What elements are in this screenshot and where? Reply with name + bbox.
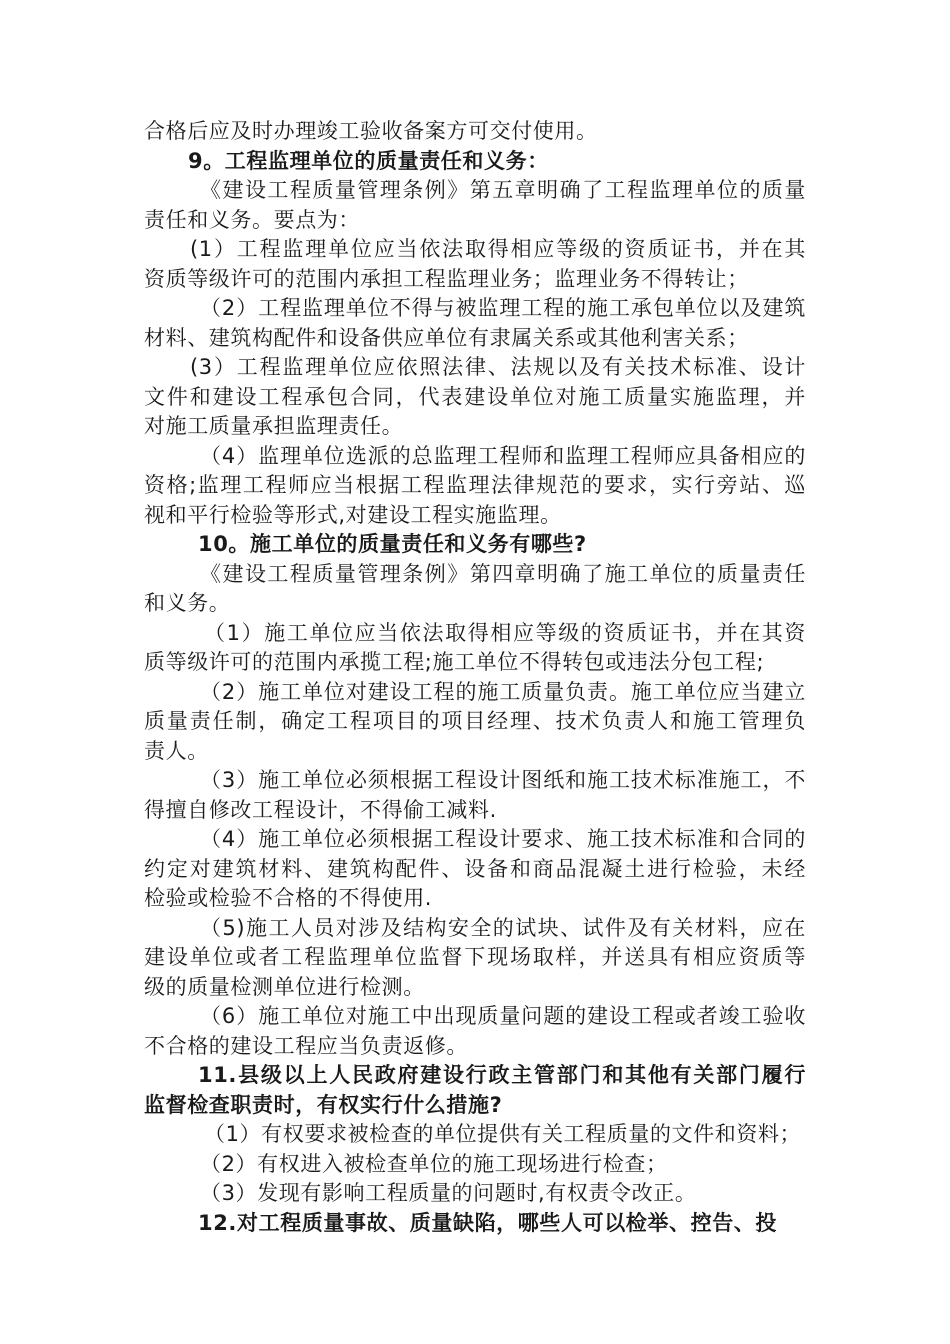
paragraph bbox=[144, 294, 806, 353]
paragraph bbox=[144, 117, 806, 147]
text-line: （5)施工人员对涉及结构安全的试块、试件及有关材料，应在 bbox=[200, 915, 806, 940]
paragraph bbox=[144, 914, 806, 1003]
text-line: (1）工程监理单位应当依法取得相应等级的资质证书，并在其 bbox=[190, 237, 806, 261]
text-line: （4）监理单位选派的总监理工程师和监理工程师应具备相应的 bbox=[200, 443, 806, 468]
text-line: 不合格的建设工程应当负责返修。 bbox=[144, 1033, 468, 1058]
paragraph bbox=[144, 1150, 806, 1180]
text-line: 责任和义务。要点为： bbox=[144, 207, 360, 232]
text-line: （6）施工单位对施工中出现质量问题的建设工程或者竣工验收 bbox=[200, 1004, 806, 1028]
paragraph bbox=[144, 825, 806, 914]
paragraph bbox=[144, 619, 806, 678]
text-line: （1）施工单位应当依法取得相应等级的资质证书，并在其资 bbox=[204, 620, 806, 645]
text-line: （1）有权要求被检查的单位提供有关工程质量的文件和资料； bbox=[204, 1122, 802, 1146]
text-line: （2）有权进入被检查单位的施工现场进行检查； bbox=[200, 1151, 668, 1176]
text-line: （2）施工单位对建设工程的施工质量负责。施工单位应当建立 bbox=[200, 679, 806, 704]
text-line: 合格后应及时办理竣工验收备案方可交付使用。 bbox=[144, 119, 598, 143]
text-line: 对施工质量承担监理责任。 bbox=[144, 414, 404, 438]
text-line: 9。工程监理单位的质量责任和义务： bbox=[188, 148, 549, 173]
text-line: 监督检查职责时，有权实行什么措施? bbox=[144, 1092, 503, 1117]
text-line: 级的质量检测单位进行检测。 bbox=[144, 974, 425, 999]
section-heading bbox=[144, 1209, 806, 1239]
text-line: （4）施工单位必须根据工程设计要求、施工技术标准和合同的 bbox=[200, 827, 806, 851]
text-line: （3）施工单位必须根据工程设计图纸和施工技术标准施工，不 bbox=[200, 768, 806, 792]
paragraph bbox=[144, 678, 806, 767]
text-line: （2）工程监理单位不得与被监理工程的施工承包单位以及建筑 bbox=[200, 296, 806, 320]
text-line: 10。施工单位的质量责任和义务有哪些? bbox=[198, 532, 587, 556]
text-line: 视和平行检验等形式,对建设工程实施监理。 bbox=[144, 502, 562, 527]
section-heading bbox=[144, 1061, 806, 1120]
section-heading bbox=[144, 147, 806, 177]
paragraph bbox=[144, 1002, 806, 1061]
text-line: 文件和建设工程承包合同，代表建设单位对施工质量实施监理，并 bbox=[144, 384, 806, 409]
paragraph bbox=[144, 1179, 806, 1209]
text-line: 11.县级以上人民政府建设行政主管部门和其他有关部门履行 bbox=[198, 1063, 806, 1087]
text-line: 资格;监理工程师应当根据工程监理法律规范的要求，实行旁站、巡 bbox=[144, 473, 806, 497]
text-line: 约定对建筑材料、建筑构配件、设备和商品混凝土进行检验，未经 bbox=[144, 856, 806, 881]
text-line: 质等级许可的范围内承揽工程;施工单位不得转包或违法分包工程; bbox=[144, 650, 765, 674]
text-line: 材料、建筑构配件和设备供应单位有隶属关系或其他利害关系； bbox=[144, 325, 749, 350]
text-line: 检验或检验不合格的不得使用. bbox=[144, 886, 433, 910]
text-line: 建设单位或者工程监理单位监督下现场取样，并送具有相应资质等 bbox=[144, 945, 806, 969]
text-line: 12.对工程质量事故、质量缺陷，哪些人可以检举、控告、投 bbox=[198, 1210, 777, 1235]
paragraph bbox=[144, 1120, 806, 1150]
paragraph bbox=[144, 235, 806, 294]
paragraph bbox=[144, 442, 806, 531]
paragraph bbox=[144, 766, 806, 825]
text-line: 《建设工程质量管理条例》第五章明确了工程监理单位的质量 bbox=[200, 178, 806, 202]
paragraph bbox=[144, 353, 806, 442]
text-line: 质量责任制，确定工程项目的项目经理、技术负责人和施工管理负 bbox=[144, 709, 806, 733]
text-line: 责人。 bbox=[144, 738, 209, 763]
text-line: 《建设工程质量管理条例》第四章明确了施工单位的质量责任 bbox=[200, 561, 806, 586]
text-line: (3）工程监理单位应依照法律、法规以及有关技术标准、设计 bbox=[190, 355, 806, 379]
document-page bbox=[144, 117, 806, 1238]
text-line: 和义务。 bbox=[144, 591, 231, 615]
paragraph bbox=[144, 560, 806, 619]
text-line: 资质等级许可的范围内承担工程监理业务；监理业务不得转让； bbox=[144, 266, 749, 291]
text-line: 得擅自修改工程设计，不得偷工减料. bbox=[144, 797, 497, 822]
section-heading bbox=[144, 530, 806, 560]
paragraph bbox=[144, 176, 806, 235]
text-line: （3）发现有影响工程质量的问题时,有权责令改正。 bbox=[200, 1181, 697, 1205]
